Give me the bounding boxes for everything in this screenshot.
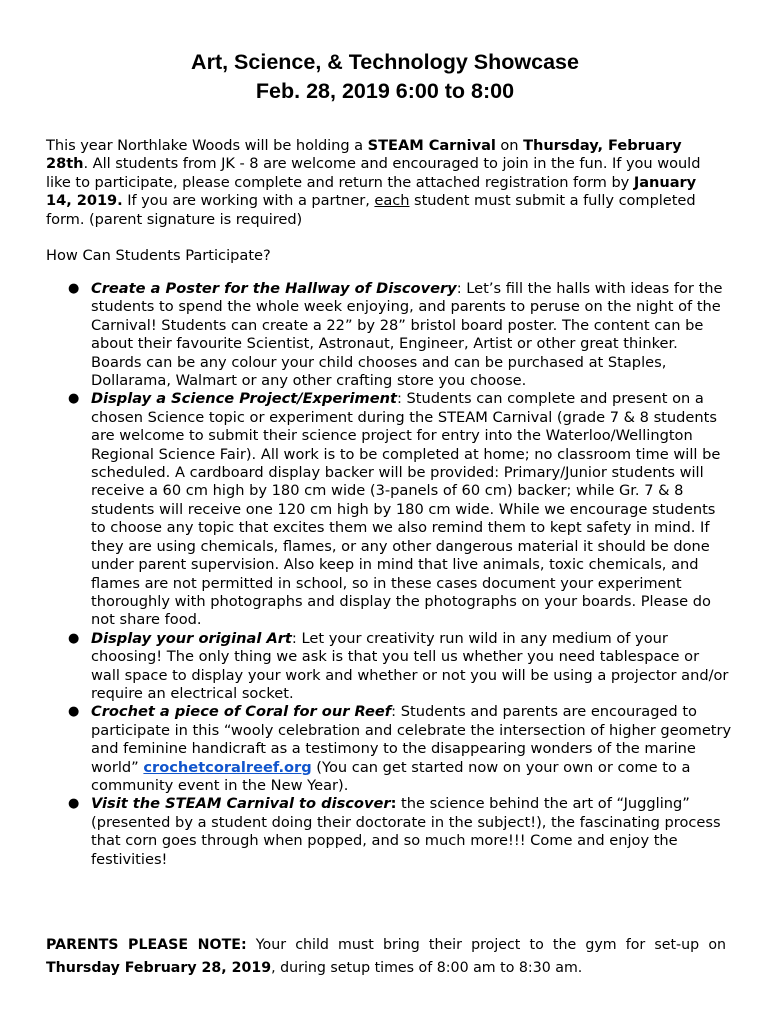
participation-list	[46, 280, 732, 869]
list-item-art	[46, 630, 732, 704]
registration-deadline: January 14, 2019.	[46, 173, 697, 210]
list-item-lead: Display your original Art	[91, 629, 292, 647]
note-date: Thursday February 28, 2019	[46, 960, 272, 976]
event-name: STEAM Carnival	[367, 137, 496, 154]
list-item-lead-colon: :	[390, 795, 397, 813]
note-text-1: Your child must bring their project to the gym for set-up on	[246, 937, 726, 953]
note-label: PARENTS PLEASE NOTE:	[46, 937, 247, 953]
list-item-lead: Visit the STEAM Carnival to discover	[91, 795, 391, 813]
parents-note	[46, 934, 726, 980]
bullet-icon: ●	[68, 630, 80, 646]
list-item-coral	[46, 703, 732, 795]
event-date-heading: Feb. 28, 2019 6:00 to 8:00	[255, 79, 515, 103]
intro-paragraph	[46, 137, 726, 229]
note-text-2: , during setup times of 8:00 am to 8:30 am.	[271, 960, 583, 976]
list-item-text: : Let’s fill the halls with ideas for the students to spend the whole week enjoying, and parents to peruse on the night of the Carnival! Students can create a 22” by 28” bristol board poster. The content can be about their favourite Scientist, Astronaut, Engineer, Artist or other great thinker. Boards can be any colour your child chooses and can be purchased at Staples, Dollarama, Walmart or any other crafting store you choose.	[91, 280, 723, 390]
intro-text-1: This year Northlake Woods will be holding a	[46, 137, 368, 154]
list-item-text: : Students and parents are encouraged to participate in this “wooly celebration and celebrate the intersection of higher geometry and feminine handicraft as a testimony to the disappearing wonders of the marine world”	[91, 703, 732, 776]
list-item-lead: Create a Poster for the Hallway of Discovery	[91, 280, 457, 297]
list-item-visit	[46, 795, 732, 869]
list-item-text: : Let your creativity run wild in any medium of your choosing! The only thing we ask is that you tell us whether you need tablespace or wall space to display your work and whether or not you will be using a projector and/or require an electrical socket.	[91, 629, 729, 702]
bullet-icon: ●	[68, 704, 80, 720]
list-item-lead: Display a Science Project/Experiment	[91, 390, 397, 408]
bullet-icon: ●	[68, 391, 80, 407]
page-title: Art, Science, & Technology Showcase	[191, 50, 579, 74]
bullet-icon: ●	[68, 281, 80, 296]
intro-text-4: If you are working with a partner,	[122, 192, 375, 210]
list-item-text: : Students can complete and present on a chosen Science topic or experiment during the STEAM Carnival (grade 7 & 8 students are welcome to submit their science project for entry into the Waterloo/Wellington Regional Science Fair). All work is to be completed at home; no classroom time will be scheduled. A cardboard display backer will be provided: Primary/Junior students will receive a 60 cm high by 180 cm wide (3-panels of 60 cm) backer; while Gr. 7 & 8 students will receive one 120 cm high by 180 cm wide. While we encourage students to choose any topic that excites them we also remind them to kept safety in mind. If they are using chemicals, flames, or any other dangerous material it should be done under parent supervision. Also keep in mind that live animals, toxic chemicals, and flames are not permitted in school, so in these cases document your experiment thoroughly with photographs and display the photographs on your boards. Please do not share food.	[91, 390, 721, 629]
each-emphasis: each	[374, 192, 410, 210]
list-item-text-after: (You can get started now on your own or come to a community event in the New Year).	[91, 758, 691, 794]
event-date: Thursday, February 28th	[46, 137, 682, 173]
participation-question: How Can Students Participate?	[46, 247, 271, 264]
intro-text-5: student must submit a fully completed form. (parent signature is required)	[46, 192, 696, 228]
bullet-icon: ●	[68, 796, 80, 812]
list-item-lead: Crochet a piece of Coral for our Reef	[91, 703, 392, 721]
intro-text-2: on	[495, 137, 524, 154]
list-item-poster	[46, 280, 732, 390]
list-item-science-project	[46, 390, 732, 629]
list-item-text: the science behind the art of “Juggling” (presented by a student doing their doctorate in the subject!), the fascinating process that corn goes through when popped, and so much more!!! Come and enjoy the festivities!	[91, 795, 721, 868]
intro-text-3: . All students from JK - 8 are welcome and encouraged to join in the fun. If you would like to participate, please complete and return the attached registration form by	[46, 155, 701, 191]
coral-reef-link[interactable]: crochetcoralreef.org	[143, 758, 312, 776]
